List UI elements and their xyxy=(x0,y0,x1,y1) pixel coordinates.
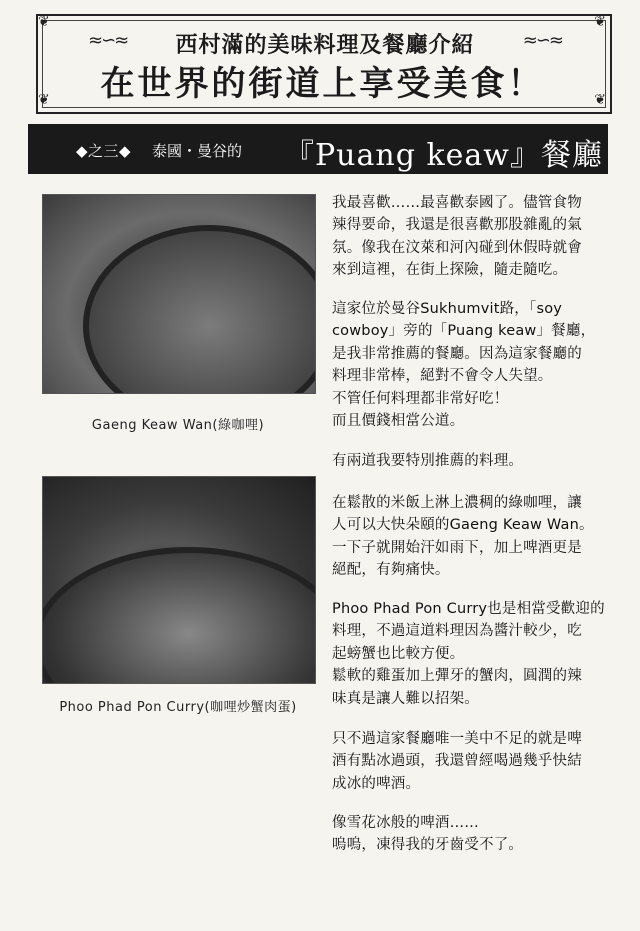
text-line: 而且價錢相當公道。 xyxy=(332,413,465,430)
paragraph xyxy=(332,298,620,432)
paragraph xyxy=(332,450,620,472)
ornament-corner-icon: ❦ xyxy=(594,14,606,30)
text-line: 有兩道我要特別推薦的料理。 xyxy=(332,453,524,469)
paragraph xyxy=(332,192,620,282)
title-prefix: ◆之三◆ xyxy=(76,142,132,160)
paragraph xyxy=(332,728,620,795)
text-line: cowboy」旁的「Puang keaw」餐廳， xyxy=(332,323,596,340)
text-line: Phoo Phad Pon Curry也是相當受歡迎的 xyxy=(332,601,605,617)
text-line: 辣得要命，我還是很喜歡那股雜亂的氣 xyxy=(332,217,582,234)
text-line: 來到這裡，在街上探險，隨走隨吃。 xyxy=(332,262,568,279)
text-line: 不管任何料理都非常好吃！ xyxy=(332,390,509,407)
text-line: 像雪花冰般的啤酒…… xyxy=(332,815,479,831)
header-subtitle: 西村滿的美味料理及餐廳介紹 xyxy=(175,33,475,58)
text-line: 一下子就開始汗如雨下，加上啤酒更是 xyxy=(332,539,582,556)
text-line: 鬆軟的雞蛋加上彈牙的蟹肉，圓潤的辣 xyxy=(332,668,582,685)
text-line: 嗚嗚，凍得我的牙齒受不了。 xyxy=(332,837,524,854)
restaurant-name: 『Puang keaw』餐廳 xyxy=(284,138,603,173)
swirl-ornament-icon: ≈∽≈ xyxy=(522,30,562,51)
swirl-ornament-icon: ≈∽≈ xyxy=(88,30,128,51)
text-line: 味真是讓人難以招架。 xyxy=(332,690,479,707)
text-line: 這家位於曼谷Sukhumvit路，「soy xyxy=(332,301,563,317)
title-city: 泰國・曼谷的 xyxy=(152,142,243,160)
plate-shape xyxy=(42,547,316,684)
text-line: 是我非常推薦的餐廳。因為這家餐廳的 xyxy=(332,345,582,362)
title-bar xyxy=(28,124,608,174)
text-line: 只不過這家餐廳唯一美中不足的就是啤 xyxy=(332,731,582,747)
paragraph xyxy=(332,598,620,710)
crab-curry-photo xyxy=(42,476,316,684)
text-line: 氛。像我在汶萊和河內碰到休假時就會 xyxy=(332,239,582,256)
text-line: 料理非常棒，絕對不會令人失望。 xyxy=(332,368,553,385)
bowl-shape xyxy=(83,225,316,394)
ornament-corner-icon: ❦ xyxy=(38,14,50,30)
text-line: 我最喜歡……最喜歡泰國了。儘管食物 xyxy=(332,195,582,211)
photo-caption: Phoo Phad Pon Curry(咖哩炒蟹肉蛋) xyxy=(59,700,297,715)
ornament-corner-icon: ❦ xyxy=(38,92,50,108)
page-title: 在世界的街道上享受美食！ xyxy=(100,64,545,104)
text-line: 人可以大快朵頤的Gaeng Keaw Wan。 xyxy=(332,517,594,534)
photo-caption: Gaeng Keaw Wan(綠咖哩) xyxy=(91,418,265,433)
paragraph xyxy=(332,492,620,582)
text-line: 酒有點冰過頭，我還曾經喝過幾乎快結 xyxy=(332,753,582,770)
text-line: 起螃蟹也比較方便。 xyxy=(332,645,465,662)
text-line: 成冰的啤酒。 xyxy=(332,775,421,792)
text-line: 料理，不過這道料理因為醬汁較少，吃 xyxy=(332,623,582,640)
ornament-corner-icon: ❦ xyxy=(594,92,606,108)
text-line: 絕配，有夠痛快。 xyxy=(332,562,450,579)
green-curry-photo xyxy=(42,194,316,394)
text-line: 在鬆散的米飯上淋上濃稠的綠咖哩，讓 xyxy=(332,495,582,511)
paragraph xyxy=(332,812,620,857)
